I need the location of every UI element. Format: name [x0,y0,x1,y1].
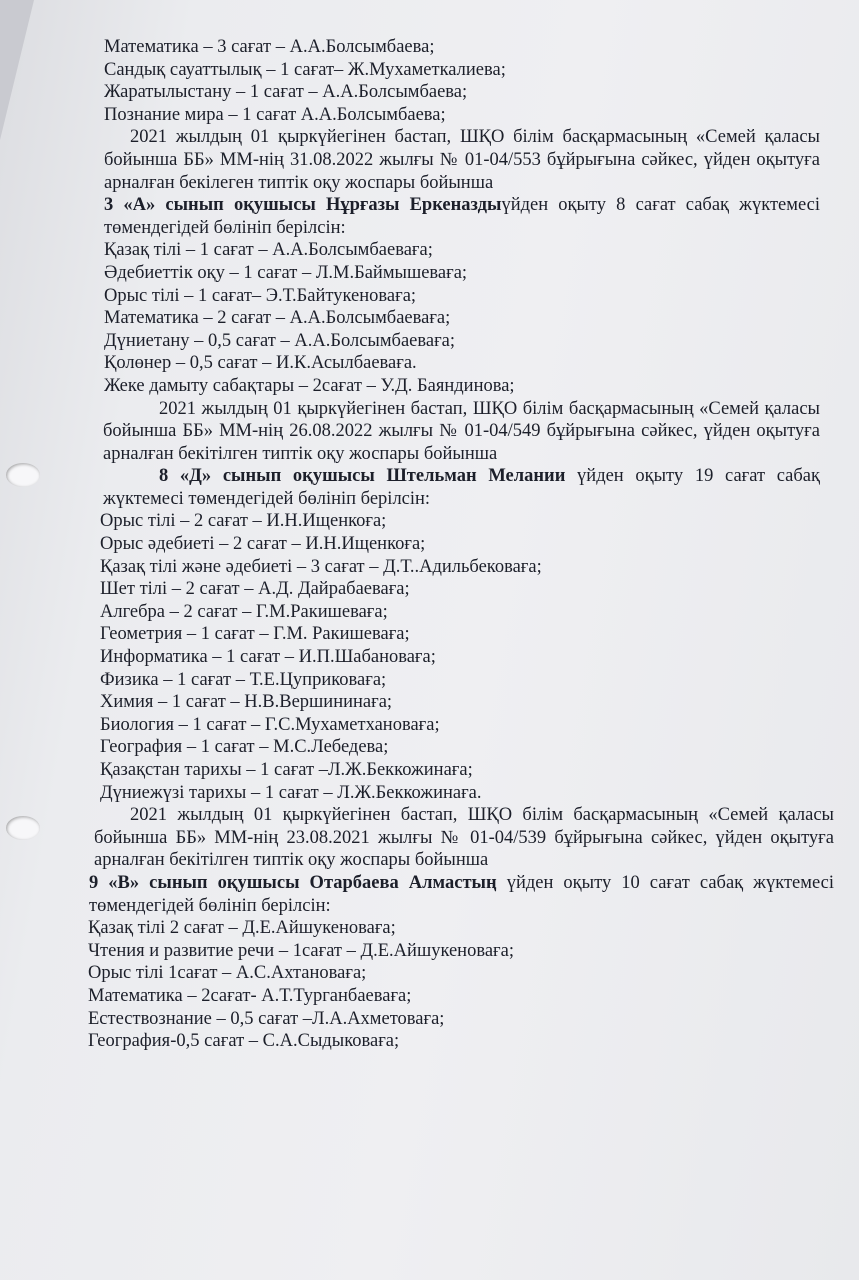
student-name-bold: 3 «А» сынып оқушысы Нұрғазы Еркеназды [104,195,502,216]
student-heading-text: үйден оқыту 10 сағат сабақ жүктемесі төмендегідей бөлініп берілсін: [89,872,834,916]
subject-line: Биология – 1 сағат – Г.С.Мухаметхановаға; [100,714,440,735]
student-heading-text: үйден оқыту 19 сағат сабақ жүктемесі төмендегідей бөлініп берілсін: [103,466,820,509]
subject-line: Қазақ тілі – 1 сағат – А.А.Болсымбаеваға; [104,240,433,261]
subject-line: Әдебиеттік оқу – 1 сағат – Л.М.Баймышеваға; [104,262,468,283]
subject-line: Қазақ тілі және әдебиеті – 3 сағат – Д.Т..Адильбековаға; [100,556,542,577]
subject-line: Орыс әдебиеті – 2 сағат – И.Н.Ищенкоға; [100,534,426,555]
student-heading-3 [89,872,834,917]
subject-line: Қолөнер – 0,5 сағат – И.К.Асылбаеваға. [104,353,417,374]
subject-line: Дүниетану – 0,5 сағат – А.А.Болсымбаеваға; [104,330,456,351]
subject-line: Орыс тілі 1сағат – А.С.Ахтановаға; [88,963,367,984]
student-heading-1 [104,194,820,239]
subject-line: География-0,5 сағат – С.А.Сыдыковаға; [88,1031,400,1052]
subject-line: Алгебра – 2 сағат – Г.М.Ракишеваға; [100,601,388,622]
student-heading-2 [103,465,820,510]
student-heading-text: үйден оқыту 8 сағат сабақ жүктемесі төмендегідей бөлініп берілсін: [104,195,820,238]
subject-list-1 [104,36,820,126]
page-fold-shadow [0,0,34,140]
subject-line: Естествознание – 0,5 сағат –Л.А.Ахметоваға; [88,1008,445,1029]
subject-list-4 [88,917,820,1053]
subject-line: Математика – 2 сағат – А.А.Болсымбаеваға; [104,308,451,329]
punch-hole-icon [6,816,40,840]
order-paragraph-3: 2021 жылдың 01 қыркүйегінен бастап, ШҚО білім басқармасының «Семей қаласы бойынша ББ» ММ-нің 23.08.2021 жылғы № 01-04/539 бұйрығына сәйкес, үйден оқытуға арналған бекітілген типтік оқу жоспары бойынша [94,805,834,871]
order-paragraph-2: 2021 жылдың 01 қыркүйегінен бастап, ШҚО білім басқармасының «Семей қаласы бойынша ББ» ММ-нің 26.08.2022 жылғы № 01-04/549 бұйрығына сәйкес, үйден оқытуға арналған бекітілген типтік оқу жоспары бойынша [103,398,820,464]
subject-line: Математика – 3 сағат – А.А.Болсымбаева; [104,37,435,57]
subject-line: Қазақстан тарихы – 1 сағат –Л.Ж.Беккожинаға; [100,760,473,780]
subject-line: Шет тілі – 2 сағат – А.Д. Дайрабаеваға; [100,579,410,600]
subject-line: География – 1 сағат – М.С.Лебедева; [100,737,389,758]
punch-hole-icon [6,463,40,487]
subject-line: Қазақ тілі 2 сағат – Д.Е.Айшукеноваға; [88,918,396,939]
subject-line: Жеке дамыту сабақтары – 2сағат – У.Д. Баяндинова; [104,375,515,396]
document-body [86,36,834,1053]
subject-line: Чтения и развитие речи – 1сағат – Д.Е.Айшукеноваға; [88,940,514,961]
subject-line: Геометрия – 1 сағат – Г.М. Ракишеваға; [100,624,410,645]
subject-list-3 [100,510,820,804]
subject-line: Сандық сауаттылық – 1 сағат– Ж.Мухаметкалиева; [104,59,506,80]
subject-line: Информатика – 1 сағат – И.П.Шабановаға; [100,647,436,668]
subject-line: Орыс тілі – 2 сағат – И.Н.Ищенкоға; [100,511,387,532]
student-name-bold: 8 «Д» сынып оқушысы Штельман Мелании [159,466,566,487]
subject-line: Дүниежүзі тарихы – 1 сағат – Л.Ж.Беккожинаға. [100,782,482,803]
subject-line: Математика – 2сағат- А.Т.Турганбаеваға; [88,985,412,1006]
subject-line: Физика – 1 сағат – Т.Е.Цуприковаға; [100,669,387,690]
subject-list-2 [104,239,820,397]
subject-line: Орыс тілі – 1 сағат– Э.Т.Байтукеноваға; [104,285,417,306]
subject-line: Жаратылыстану – 1 сағат – А.А.Болсымбаева; [104,82,468,103]
subject-line: Химия – 1 сағат – Н.В.Вершининаға; [100,692,393,713]
order-paragraph-1: 2021 жылдың 01 қыркүйегінен бастап, ШҚО білім басқармасының «Семей қаласы бойынша ББ» ММ-нің 31.08.2022 жылғы № 01-04/553 бұйрығына сәйкес, үйден оқытуға арналған бекілеген типтік оқу жоспары бойынша [104,127,820,193]
student-name-bold: 9 «В» сынып оқушысы Отарбаева Алмастың [89,872,497,893]
subject-line: Познание мира – 1 сағат А.А.Болсымбаева; [104,104,446,125]
